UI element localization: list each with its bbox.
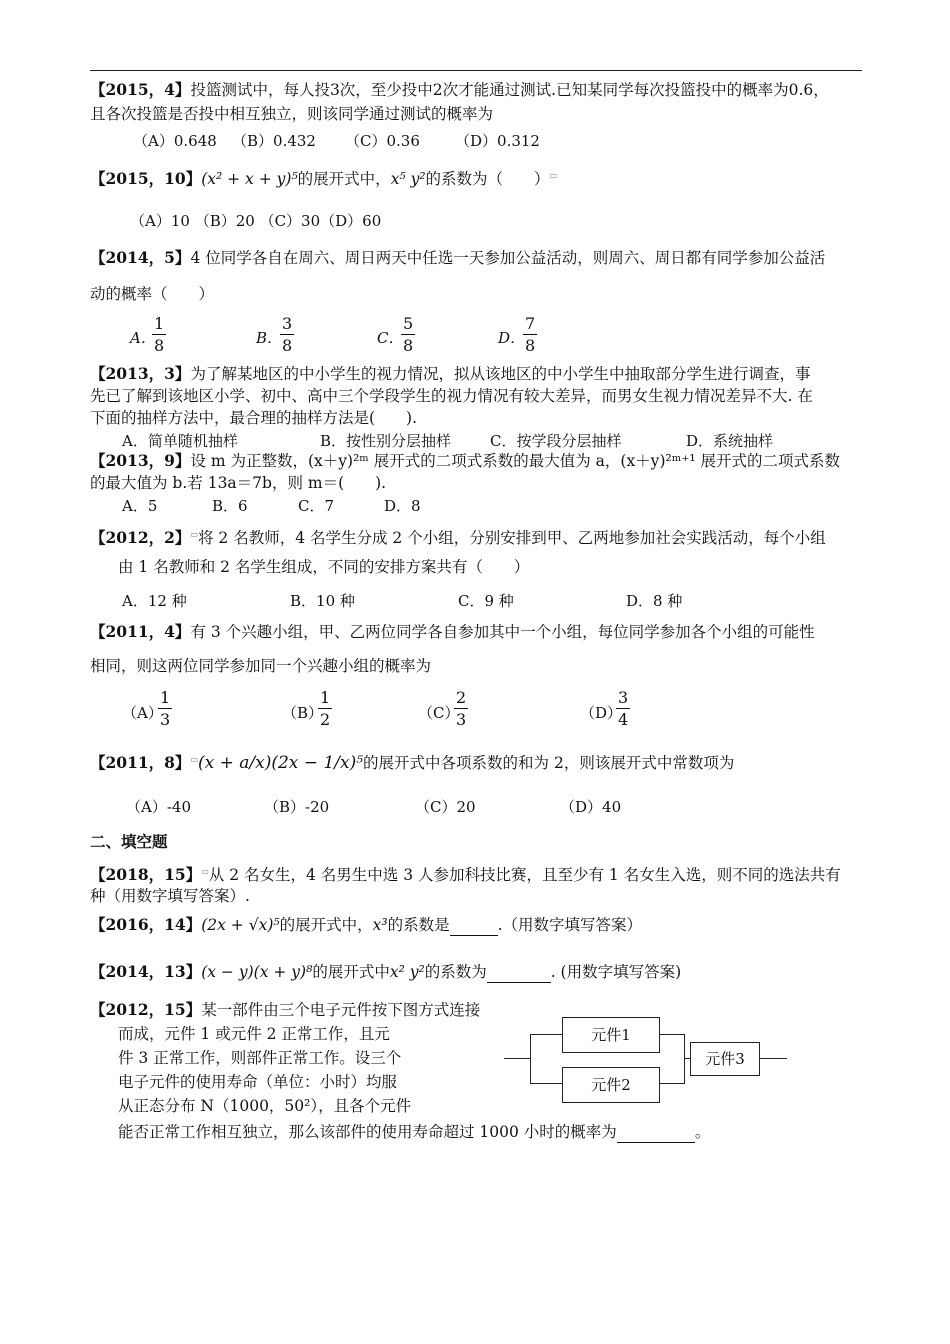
top-rule	[90, 70, 862, 71]
q2013-3-opt-d: D．系统抽样	[686, 432, 774, 450]
q2013-9-line1: 【2013，9】设 m 为正整数，(x＋y)²ᵐ 展开式的二项式系数的最大值为 a，(x＋y)²ᵐ⁺¹ 展开式的二项式系数	[90, 451, 841, 470]
q2011-8-opt-d: （D）40	[560, 798, 622, 816]
component-3-box: 元件3	[690, 1042, 760, 1076]
component-1-box: 元件1	[562, 1017, 660, 1053]
q2012-15-line5: 从正态分布 N（1000，50²），且各个元件	[118, 1097, 412, 1115]
q2013-9-opt-d: D．8	[384, 497, 421, 515]
q2015-4-opt-c: （C）0.36	[345, 132, 420, 150]
q2014-5-line1: 【2014，5】4 位同学各自在周六、周日两天中任选一天参加公益活动，则周六、周日都有同学参加公益活	[90, 248, 826, 267]
q2011-4-line2: 相同，则这两位同学参加同一个兴趣小组的概率为	[90, 657, 432, 675]
q2012-15-line3: 件 3 正常工作，则部件正常工作。设三个	[118, 1049, 402, 1067]
q2015-4-line1: 【2015，4】投篮测试中，每人投3次，至少投中2次才能通过测试.已知某同学每次投篮投中的概率为0.6，	[90, 80, 829, 99]
q2013-3-opt-a: A．简单随机抽样	[122, 432, 238, 450]
q2012-15-answer-blank[interactable]	[617, 1122, 695, 1143]
q2015-4-opt-b: （B）0.432	[232, 132, 316, 150]
q2012-2-opt-a: A．12 种	[122, 592, 187, 610]
q2011-8-expression: (x + a/x)(2x − 1/x)⁵	[198, 753, 364, 773]
q2014-5-line2: 动的概率（ ）	[90, 285, 215, 303]
component-2-box: 元件2	[562, 1067, 660, 1103]
q2014-13-answer-blank[interactable]	[487, 962, 551, 983]
q2016-14-answer-blank[interactable]	[450, 915, 498, 936]
q2014-5-opt-d-fraction: 7 8	[525, 314, 536, 355]
q2011-8-opt-b: （B）-20	[264, 798, 330, 816]
q2014-13-line: 【2014，13】(x − y)(x + y)⁸的展开式中x² y²的系数为 . (用数字填写答案)	[90, 962, 682, 981]
q2011-4-opt-c-fraction: 2 3	[456, 688, 467, 729]
q2013-3-opt-c: C．按学段分层抽样	[490, 432, 622, 450]
q2018-15-line2: 种（用数字填写答案）.	[90, 887, 250, 905]
q2013-3-line3: 下面的抽样方法中，最合理的抽样方法是( ).	[90, 409, 418, 427]
q2015-4-opt-a: （A）0.648	[133, 132, 217, 150]
q2011-4-opt-a-fraction: 1 3	[160, 688, 171, 729]
q2011-8-opt-c: （C）20	[415, 798, 476, 816]
q2016-14-line: 【2016，14】(2x + √x)⁵的展开式中，x³的系数是 .（用数字填写答案）	[90, 915, 643, 934]
q2012-2-opt-b: B．10 种	[290, 592, 355, 610]
q2012-15-line6: 能否正常工作相互独立，那么该部件的使用寿命超过 1000 小时的概率为 。	[118, 1123, 711, 1141]
wire-output	[759, 1058, 787, 1059]
q2011-8-line: 【2011，8】▭(x + a/x)(2x − 1/x)⁵的展开式中各项系数的和为 2，则该展开式中常数项为	[90, 753, 735, 773]
q2011-4-opt-c-label: （C）	[418, 704, 460, 722]
section-heading: 二、填空题	[90, 832, 168, 851]
q2012-2-opt-c: C．9 种	[458, 592, 514, 610]
q2011-4-opt-d-fraction: 3 4	[618, 688, 629, 729]
q2012-2-opt-d: D．8 种	[626, 592, 683, 610]
q2015-4-opt-d: （D）0.312	[455, 132, 540, 150]
q2013-9-opt-c: C．7	[298, 497, 335, 515]
q2011-4-opt-d-label: （D）	[580, 704, 623, 722]
q2011-4-opt-a-label: （A）	[122, 704, 163, 722]
q2013-3-opt-b: B．按性别分层抽样	[320, 432, 452, 450]
q2015-10-options: （A）10 （B）20 （C）30（D）60	[130, 212, 382, 230]
q2015-10-line: 【2015，10】(x² + x + y)⁵的展开式中，x⁵ y²的系数为（ ）▭	[90, 169, 558, 188]
q2011-8-opt-a: （A）-40	[126, 798, 191, 816]
q2018-15-line1: 【2018，15】▭从 2 名女生，4 名男生中选 3 人参加科技比赛，且至少有 1 名女生入选，则不同的选法共有	[90, 865, 841, 884]
wire-left-split	[530, 1034, 531, 1084]
q2014-5-opt-d-label: D．	[498, 329, 526, 347]
q2012-15-line4: 电子元件的使用寿命（单位：小时）均服	[118, 1073, 398, 1091]
q2014-5-opt-b-fraction: 3 8	[282, 314, 293, 355]
q2014-5-opt-a-fraction: 1 8	[154, 314, 165, 355]
q2012-2-line2: 由 1 名教师和 2 名学生组成，不同的安排方案共有（ ）	[118, 558, 530, 576]
wire-from-c2	[659, 1083, 685, 1084]
q2014-5-opt-b-label: B．	[256, 329, 283, 347]
wire-to-c2	[530, 1083, 562, 1084]
wire-from-c1	[659, 1034, 685, 1035]
q2013-3-line1: 【2013，3】为了解某地区的中小学生的视力情况，拟从该地区的中小学生中抽取部分学生进行调查，事	[90, 364, 811, 383]
q2013-9-opt-a: A．5	[122, 497, 158, 515]
q2013-9-opt-b: B．6	[212, 497, 248, 515]
q2013-9-line2: 的最大值为 b.若 13a＝7b，则 m＝( ).	[90, 474, 387, 492]
q2014-5-opt-c-fraction: 5 8	[403, 314, 414, 355]
q2014-5-opt-c-label: C．	[377, 329, 404, 347]
wire-to-c1	[530, 1034, 562, 1035]
q2014-5-opt-a-label: A．	[130, 329, 156, 347]
q2012-15-line1: 【2012，15】某一部件由三个电子元件按下图方式连接	[90, 1000, 481, 1019]
q2013-3-line2: 先已了解到该地区小学、初中、高中三个学段学生的视力情况有较大差异，而男女生视力情况差异不大. 在	[90, 387, 813, 405]
q2012-15-line2: 而成，元件 1 或元件 2 正常工作，且元	[118, 1025, 390, 1043]
q2011-4-opt-b-label: （B）	[282, 704, 324, 722]
wire-input	[504, 1058, 530, 1059]
q2015-4-line2: 且各次投篮是否投中相互独立，则该同学通过测试的概率为	[90, 105, 494, 123]
q2011-4-line1: 【2011，4】有 3 个兴趣小组，甲、乙两位同学各自参加其中一个小组，每位同学参加各个小组的可能性	[90, 622, 815, 641]
q2011-4-opt-b-fraction: 1 2	[320, 688, 331, 729]
q2012-2-line1: 【2012，2】▭将 2 名教师，4 名学生分成 2 个小组，分别安排到甲、乙两地参加社会实践活动，每个小组	[90, 528, 826, 547]
